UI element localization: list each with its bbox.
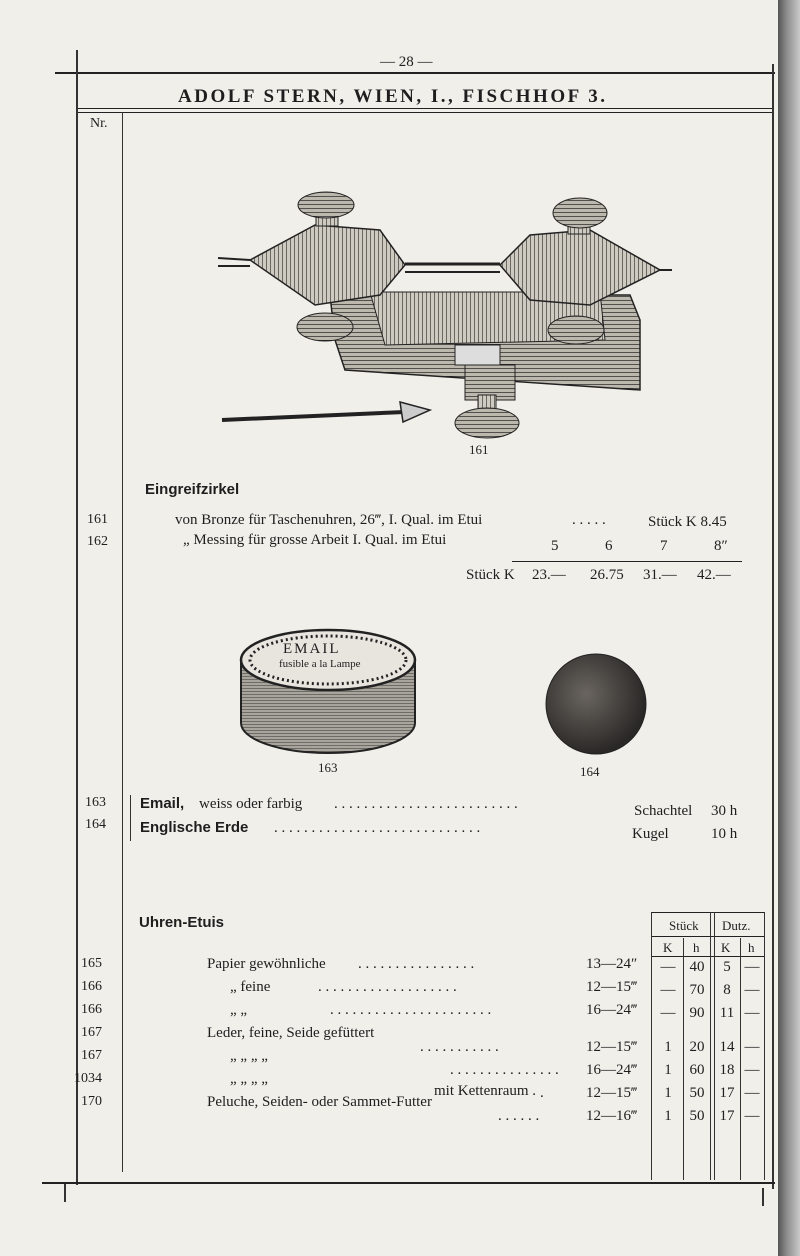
bottom-right-tick <box>762 1188 764 1206</box>
etui-row-dutz-h: — <box>744 959 760 975</box>
etui-row-description: Papier gewöhnliche <box>207 956 326 972</box>
item-162-price-5: 23.— <box>532 567 566 583</box>
col-header-dutz-k: K <box>721 940 731 955</box>
item-162-price-8: 42.— <box>697 567 731 583</box>
page-number: — 28 — <box>380 54 433 70</box>
tin-label-email: EMAIL <box>283 641 341 657</box>
top-rule <box>55 72 775 74</box>
etui-row-dots: . . . . . . . . . . . <box>420 1039 499 1055</box>
etui-row-stueck-k: 1 <box>664 1085 672 1101</box>
header-rule <box>78 108 772 109</box>
grid-header-rule <box>651 956 764 957</box>
etui-row-number: 170 <box>81 1094 102 1109</box>
right-border-line <box>772 64 774 1189</box>
item-164-name: Englische Erde <box>140 819 249 836</box>
etui-row-stueck-h: 20 <box>689 1039 705 1055</box>
grid-top-rule <box>651 912 764 913</box>
etui-row-description: „ „ „ „ <box>230 1048 268 1064</box>
etui-row-number: 167 <box>81 1048 102 1063</box>
etui-row-description: „ „ „ „ <box>230 1071 268 1087</box>
grid-line-2 <box>683 938 684 1180</box>
etui-row-number: 165 <box>81 956 102 971</box>
etui-row-size: 16—24‴ <box>586 1002 638 1018</box>
etui-row-dutz-k: 18 <box>719 1062 735 1078</box>
item-162-price-6: 26.75 <box>590 567 624 583</box>
bottom-left-tick <box>64 1184 66 1202</box>
etui-row-dots: . . . . . . . . . . . . . . . . . . . <box>318 979 457 995</box>
item-163-name: Email, <box>140 795 185 812</box>
etui-row-stueck-h: 70 <box>689 982 705 998</box>
etui-row-size: 12—15‴ <box>586 979 638 995</box>
item-number-164: 164 <box>85 817 106 832</box>
etui-row-number: 167 <box>81 1025 102 1040</box>
figure-163-caption: 163 <box>318 760 338 775</box>
grid-line-3a <box>710 912 711 1180</box>
etui-row-number: 166 <box>81 1002 102 1017</box>
etui-row-stueck-k: 1 <box>664 1062 672 1078</box>
etui-row-dots: . . . . . . . . . . . . . . . . . . . . . . <box>330 1002 492 1018</box>
etui-row-size: 12—15‴ <box>586 1085 638 1101</box>
etui-row-dutz-h: — <box>744 1085 760 1101</box>
page-edge-shadow <box>778 0 800 1256</box>
etui-row-dutz-k: 14 <box>719 1039 735 1055</box>
item-162-price-7: 31.— <box>643 567 677 583</box>
col-header-dutz-h: h <box>748 940 755 955</box>
grid-mid-rule <box>651 936 764 937</box>
etui-row-dots: . <box>540 1085 544 1101</box>
etui-row-stueck-k: 1 <box>664 1039 672 1055</box>
etui-row-description: „ „ <box>230 1002 248 1018</box>
col-header-dutz: Dutz. <box>722 918 751 933</box>
grid-line-3b <box>714 912 715 1180</box>
etui-row-stueck-k: — <box>660 959 676 975</box>
item-163-unit: Schachtel <box>634 803 693 819</box>
etui-row-stueck-h: 90 <box>689 1005 705 1021</box>
price-separator <box>512 561 742 562</box>
etui-row-stueck-h: 60 <box>689 1062 705 1078</box>
item-161-price: Stück K 8.45 <box>648 514 727 530</box>
etui-row-dutz-k: 17 <box>719 1085 735 1101</box>
grid-line-4 <box>740 938 741 1180</box>
etui-row-dutz-k: 17 <box>719 1108 735 1124</box>
col-header-stueck-k: K <box>663 940 673 955</box>
etui-row-dutz-h: — <box>744 1108 760 1124</box>
tin-label-fusible: fusible a la Lampe <box>279 658 361 670</box>
col-header-stueck: Stück <box>669 918 699 933</box>
item-162-size-5: 5 <box>551 538 559 554</box>
etui-row-dots: . . . . . . . . . . . . . . . <box>450 1062 559 1078</box>
item-161-description: von Bronze für Taschenuhren, 26‴, I. Qual. im Etui <box>175 512 483 528</box>
nr-column-line <box>122 112 123 1172</box>
etui-row-dutz-h: — <box>744 1005 760 1021</box>
etui-row-stueck-h: 40 <box>689 959 705 975</box>
item-number-163: 163 <box>85 795 106 810</box>
etui-row-description: „ feine <box>230 979 271 995</box>
etui-row-dutz-h: — <box>744 982 760 998</box>
etui-row-number: 1034 <box>74 1071 102 1086</box>
etui-row-stueck-k: — <box>660 1005 676 1021</box>
item-164-dots: . . . . . . . . . . . . . . . . . . . . . . . . . . . . <box>274 820 481 836</box>
etui-row-description: Peluche, Seiden- oder Sammet-Futter <box>207 1094 432 1110</box>
nr-column-label: Nr. <box>90 116 108 131</box>
item-164-unit: Kugel <box>632 826 669 842</box>
polishing-ball-illustration <box>544 652 648 756</box>
etui-row-description: Leder, feine, Seide gefüttert <box>207 1025 375 1041</box>
item-163-description: weiss oder farbig <box>199 796 303 812</box>
grid-line-1 <box>651 912 652 1180</box>
item-162-size-8: 8″ <box>714 538 728 554</box>
etui-row-dutz-h: — <box>744 1039 760 1055</box>
item-162-size-6: 6 <box>605 538 613 554</box>
item-163-price: 30 h <box>711 803 738 819</box>
etui-row-dots: . . . . . . . . . . . . . . . . <box>358 956 475 972</box>
etui-row-size: 13—24″ <box>586 956 638 972</box>
item-163-dots: . . . . . . . . . . . . . . . . . . . . . . . . . <box>334 796 518 812</box>
etui-row-dutz-k: 11 <box>719 1005 735 1021</box>
section-title-uhren-etuis: Uhren-Etuis <box>139 914 225 931</box>
etui-row-stueck-h: 50 <box>689 1085 705 1101</box>
etui-row-size: 16—24‴ <box>586 1062 638 1078</box>
depthing-tool-illustration <box>210 180 680 450</box>
item-164-price: 10 h <box>711 826 738 842</box>
item-162-description: „ Messing für grosse Arbeit I. Qual. im Etui <box>183 532 447 548</box>
figure-161-caption: 161 <box>469 442 489 457</box>
col-header-stueck-h: h <box>693 940 700 955</box>
etui-row-dutz-k: 8 <box>723 982 731 998</box>
etui-row-number: 166 <box>81 979 102 994</box>
section-title-eingreifzirkel: Eingreifzirkel <box>145 481 240 498</box>
page-header: ADOLF STERN, WIEN, I., FISCHHOF 3. <box>178 86 608 107</box>
etui-row-dutz-h: — <box>744 1062 760 1078</box>
etui-row-stueck-k: — <box>660 982 676 998</box>
etui-row-extra: mit Kettenraum . <box>434 1083 537 1099</box>
etui-row-size: 12—16‴ <box>586 1108 638 1124</box>
item-162-size-7: 7 <box>660 538 668 554</box>
item-162-price-label: Stück K <box>466 567 515 583</box>
section2-bracket <box>130 795 131 841</box>
etui-row-dutz-k: 5 <box>723 959 731 975</box>
item-number-162: 162 <box>87 534 108 549</box>
etui-row-stueck-h: 50 <box>689 1108 705 1124</box>
figure-164-caption: 164 <box>580 764 600 779</box>
etui-row-dots: . . . . . . <box>498 1108 540 1124</box>
etui-row-stueck-k: 1 <box>664 1108 672 1124</box>
bottom-rule <box>42 1182 775 1184</box>
etui-row-size: 12—15‴ <box>586 1039 638 1055</box>
item-161-dots: . . . . . <box>572 512 606 528</box>
grid-line-5 <box>764 912 765 1180</box>
header-rule-2 <box>78 112 772 113</box>
item-number-161: 161 <box>87 512 108 527</box>
